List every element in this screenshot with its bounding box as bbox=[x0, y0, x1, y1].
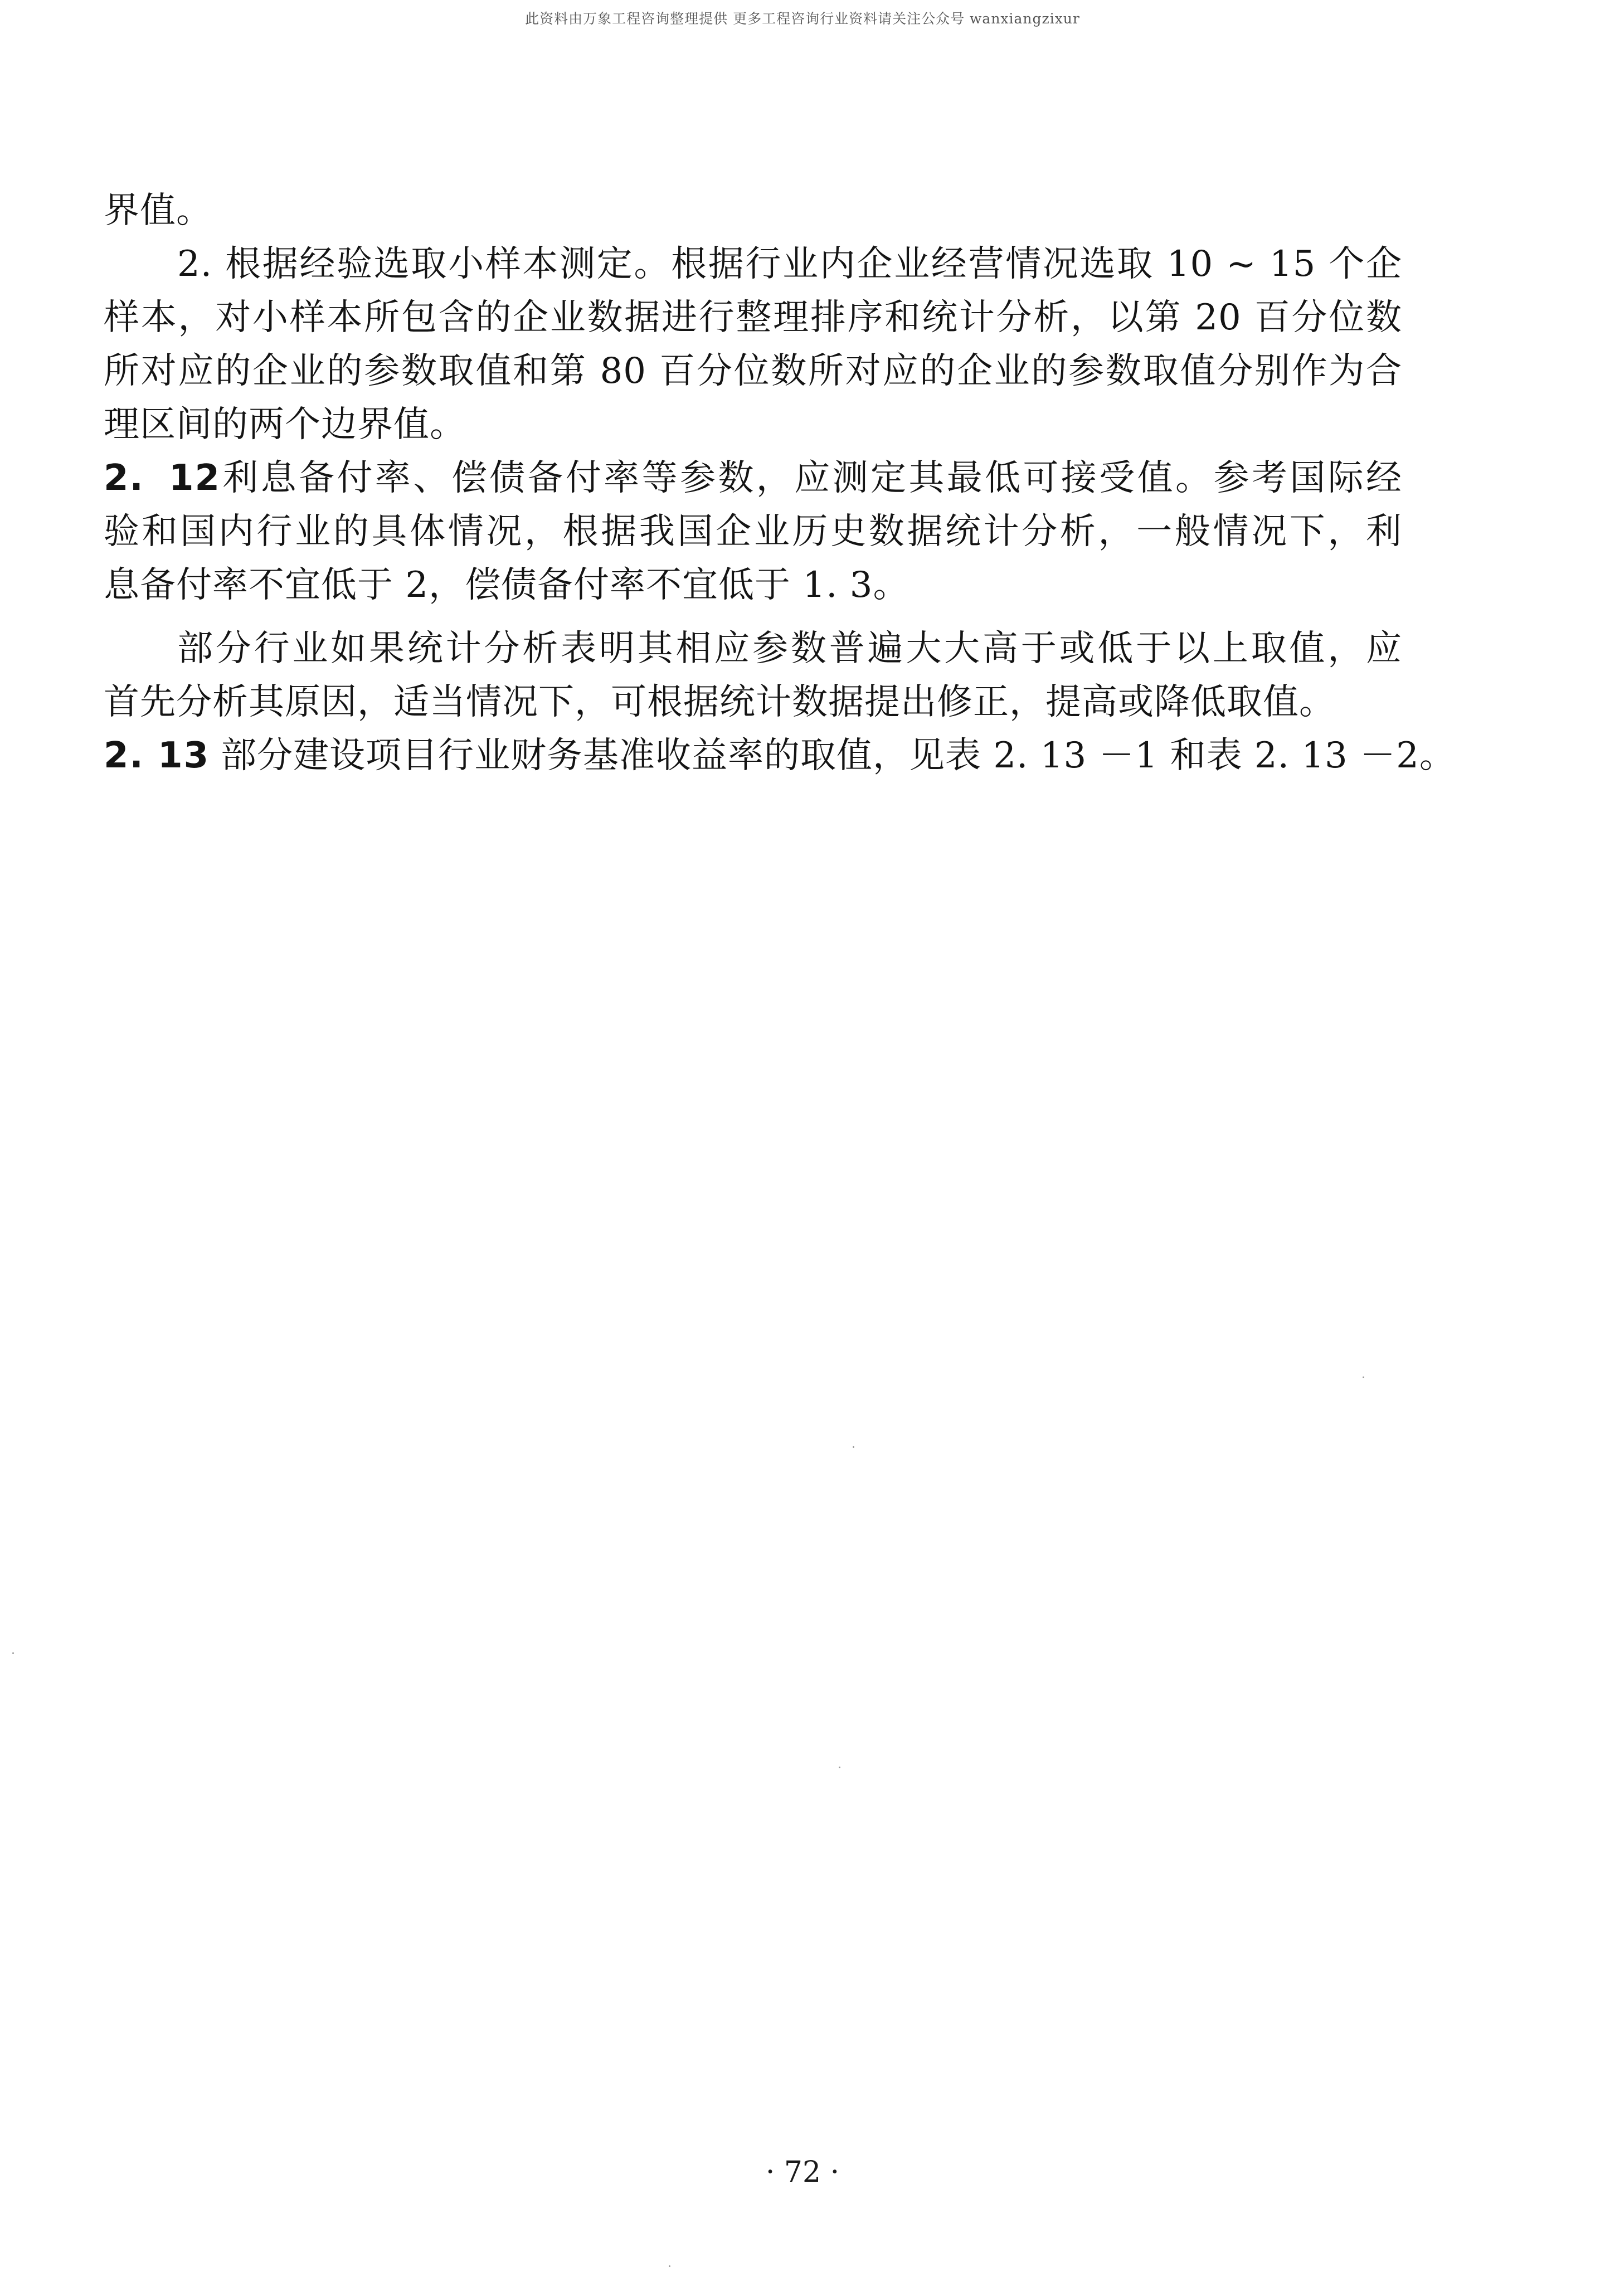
section-2-13-text: 部分建设项目行业财务基准收益率的取值，见表 2. 13 －1 和表 2. 13 －2。 bbox=[221, 735, 1456, 776]
section-2-12-line-3: 息备付率不宜低于 2，偿债备付率不宜低于 1. 3。 bbox=[104, 565, 909, 606]
page-number: · 72 · bbox=[765, 2156, 840, 2189]
item-2-line-1: 2. 根据经验选取小样本测定。根据行业内企业经营情况选取 10 ~ 15 个企 bbox=[177, 244, 1402, 285]
scan-speck bbox=[669, 2265, 670, 2267]
item-2-line-3: 所对应的企业的参数取值和第 80 百分位数所对应的企业的参数取值分别作为合 bbox=[104, 351, 1402, 392]
note-line-1: 部分行业如果统计分析表明其相应参数普遍大大高于或低于以上取值，应 bbox=[177, 628, 1402, 669]
header-note: 此资料由万象工程咨询整理提供 更多工程咨询行业资料请关注公众号 wanxiangzixur bbox=[525, 11, 1080, 27]
scan-speck bbox=[1363, 1376, 1364, 1378]
scan-speck bbox=[839, 1767, 840, 1768]
section-2-13-line-1 bbox=[104, 729, 1456, 782]
item-2-line-2: 样本，对小样本所包含的企业数据进行整理排序和统计分析，以第 20 百分位数 bbox=[104, 297, 1402, 338]
page-body bbox=[104, 184, 1456, 782]
section-2-12-text: 利息备付率、偿债备付率等参数，应测定其最低可接受值。参考国际经 bbox=[221, 458, 1402, 499]
section-2-12-line-1 bbox=[104, 451, 1402, 505]
paragraph-continuation: 界值。 bbox=[104, 190, 212, 231]
scan-speck bbox=[12, 1652, 14, 1654]
section-2-12-line-2: 验和国内行业的具体情况，根据我国企业历史数据统计分析，一般情况下，利 bbox=[104, 511, 1402, 552]
section-number: 2. 12 bbox=[104, 458, 221, 499]
note-line-2: 首先分析其原因，适当情况下，可根据统计数据提出修正，提高或降低取值。 bbox=[104, 682, 1335, 723]
scan-speck bbox=[853, 1446, 854, 1448]
item-2-line-4: 理区间的两个边界值。 bbox=[104, 404, 466, 445]
section-number: 2. 13 bbox=[104, 735, 210, 776]
